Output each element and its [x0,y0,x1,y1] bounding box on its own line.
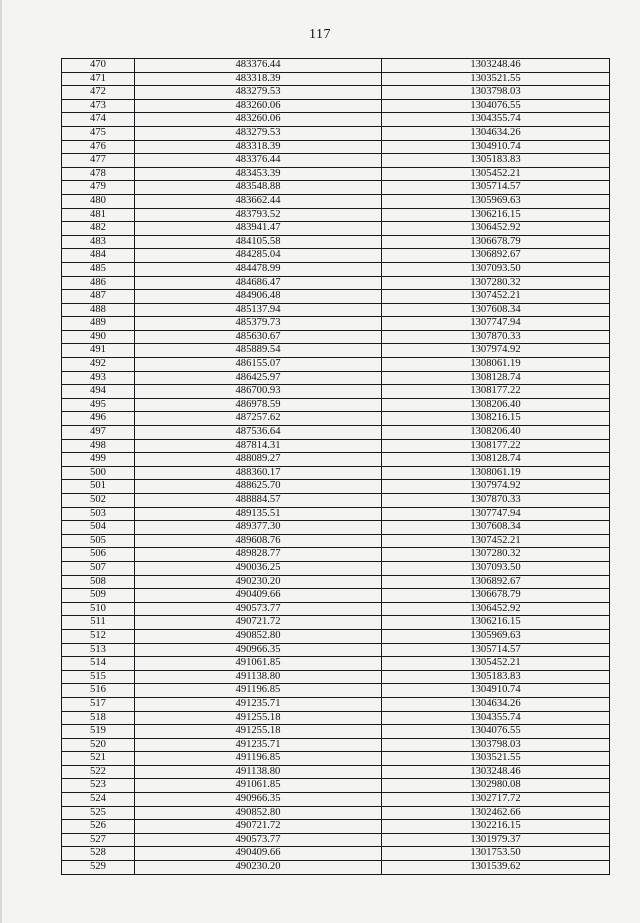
table-row [62,466,610,480]
x-coordinate-cell: 486700.93 [135,385,382,399]
point-number-cell: 490 [62,330,135,344]
y-coordinate-cell: 1304634.26 [382,697,610,711]
y-coordinate-cell: 1307870.33 [382,330,610,344]
y-coordinate-cell: 1302462.66 [382,806,610,820]
point-number-cell: 511 [62,616,135,630]
point-number-cell: 477 [62,154,135,168]
point-number-cell: 514 [62,657,135,671]
table-row [62,548,610,562]
point-number-cell: 525 [62,806,135,820]
table-row [62,847,610,861]
y-coordinate-cell: 1303521.55 [382,72,610,86]
table-row [62,140,610,154]
table-row [62,262,610,276]
point-number-cell: 494 [62,385,135,399]
table-row [62,670,610,684]
y-coordinate-cell: 1305183.83 [382,670,610,684]
x-coordinate-cell: 490721.72 [135,616,382,630]
table-row [62,657,610,671]
x-coordinate-cell: 484285.04 [135,249,382,263]
x-coordinate-cell: 483793.52 [135,208,382,222]
table-row [62,72,610,86]
x-coordinate-cell: 483279.53 [135,126,382,140]
table-row [62,629,610,643]
y-coordinate-cell: 1304355.74 [382,113,610,127]
y-coordinate-cell: 1306452.92 [382,602,610,616]
x-coordinate-cell: 489828.77 [135,548,382,562]
table-row [62,358,610,372]
point-number-cell: 489 [62,317,135,331]
y-coordinate-cell: 1307870.33 [382,494,610,508]
x-coordinate-cell: 483260.06 [135,113,382,127]
table-row [62,507,610,521]
y-coordinate-cell: 1304634.26 [382,126,610,140]
y-coordinate-cell: 1301753.50 [382,847,610,861]
x-coordinate-cell: 490852.80 [135,806,382,820]
table-row [62,249,610,263]
page-number: 117 [309,27,331,42]
table-row [62,426,610,440]
table-row [62,833,610,847]
y-coordinate-cell: 1302717.72 [382,793,610,807]
x-coordinate-cell: 491138.80 [135,765,382,779]
point-number-cell: 504 [62,521,135,535]
point-number-cell: 501 [62,480,135,494]
x-coordinate-cell: 488884.57 [135,494,382,508]
y-coordinate-cell: 1307093.50 [382,262,610,276]
point-number-cell: 475 [62,126,135,140]
y-coordinate-cell: 1305452.21 [382,167,610,181]
table-row [62,317,610,331]
x-coordinate-cell: 488089.27 [135,453,382,467]
x-coordinate-cell: 487257.62 [135,412,382,426]
point-number-cell: 496 [62,412,135,426]
point-number-cell: 499 [62,453,135,467]
y-coordinate-cell: 1306216.15 [382,208,610,222]
y-coordinate-cell: 1303521.55 [382,752,610,766]
table-row [62,208,610,222]
y-coordinate-cell: 1308177.22 [382,385,610,399]
point-number-cell: 487 [62,290,135,304]
table-row [62,561,610,575]
x-coordinate-cell: 483279.53 [135,86,382,100]
table-row [62,398,610,412]
point-number-cell: 483 [62,235,135,249]
table-row [62,235,610,249]
y-coordinate-cell: 1307974.92 [382,344,610,358]
y-coordinate-cell: 1304076.55 [382,99,610,113]
x-coordinate-cell: 483318.39 [135,72,382,86]
x-coordinate-cell: 490036.25 [135,561,382,575]
x-coordinate-cell: 485630.67 [135,330,382,344]
y-coordinate-cell: 1305183.83 [382,154,610,168]
table-row [62,765,610,779]
x-coordinate-cell: 490573.77 [135,602,382,616]
y-coordinate-cell: 1306892.67 [382,249,610,263]
x-coordinate-cell: 489377.30 [135,521,382,535]
y-coordinate-cell: 1301539.62 [382,861,610,875]
x-coordinate-cell: 488625.70 [135,480,382,494]
table-row [62,820,610,834]
point-number-cell: 482 [62,222,135,236]
table-row [62,181,610,195]
point-number-cell: 497 [62,426,135,440]
table-row [62,752,610,766]
point-number-cell: 523 [62,779,135,793]
x-coordinate-cell: 486978.59 [135,398,382,412]
point-number-cell: 472 [62,86,135,100]
x-coordinate-cell: 485137.94 [135,303,382,317]
table-row [62,371,610,385]
point-number-cell: 505 [62,534,135,548]
table-row [62,534,610,548]
x-coordinate-cell: 483662.44 [135,194,382,208]
point-number-cell: 479 [62,181,135,195]
scan-edge [0,0,2,923]
x-coordinate-cell: 484686.47 [135,276,382,290]
point-number-cell: 493 [62,371,135,385]
y-coordinate-cell: 1307747.94 [382,317,610,331]
point-number-cell: 480 [62,194,135,208]
table-row [62,154,610,168]
table-row [62,861,610,875]
x-coordinate-cell: 484478.99 [135,262,382,276]
table-row [62,99,610,113]
y-coordinate-cell: 1308061.19 [382,466,610,480]
y-coordinate-cell: 1304910.74 [382,140,610,154]
y-coordinate-cell: 1306678.79 [382,589,610,603]
table-row [62,494,610,508]
point-number-cell: 516 [62,684,135,698]
point-number-cell: 510 [62,602,135,616]
table-row [62,589,610,603]
table-row [62,303,610,317]
point-number-cell: 528 [62,847,135,861]
point-number-cell: 473 [62,99,135,113]
table-row [62,439,610,453]
table-row [62,521,610,535]
table-row [62,59,610,73]
x-coordinate-cell: 491061.85 [135,779,382,793]
y-coordinate-cell: 1305714.57 [382,181,610,195]
x-coordinate-cell: 486425.97 [135,371,382,385]
x-coordinate-cell: 490409.66 [135,847,382,861]
y-coordinate-cell: 1307608.34 [382,303,610,317]
x-coordinate-cell: 491196.85 [135,752,382,766]
y-coordinate-cell: 1305452.21 [382,657,610,671]
y-coordinate-cell: 1308128.74 [382,453,610,467]
point-number-cell: 474 [62,113,135,127]
point-number-cell: 517 [62,697,135,711]
x-coordinate-cell: 483260.06 [135,99,382,113]
table-row [62,480,610,494]
point-number-cell: 492 [62,358,135,372]
point-number-cell: 498 [62,439,135,453]
x-coordinate-cell: 491255.18 [135,725,382,739]
point-number-cell: 518 [62,711,135,725]
y-coordinate-cell: 1308061.19 [382,358,610,372]
point-number-cell: 509 [62,589,135,603]
table-row [62,779,610,793]
point-number-cell: 471 [62,72,135,86]
point-number-cell: 507 [62,561,135,575]
x-coordinate-cell: 489135.51 [135,507,382,521]
point-number-cell: 526 [62,820,135,834]
x-coordinate-cell: 490573.77 [135,833,382,847]
table-row [62,697,610,711]
y-coordinate-cell: 1308128.74 [382,371,610,385]
point-number-cell: 522 [62,765,135,779]
x-coordinate-cell: 491235.71 [135,697,382,711]
point-number-cell: 512 [62,629,135,643]
x-coordinate-cell: 483548.88 [135,181,382,195]
y-coordinate-cell: 1307747.94 [382,507,610,521]
point-number-cell: 486 [62,276,135,290]
point-number-cell: 527 [62,833,135,847]
point-number-cell: 484 [62,249,135,263]
table-row [62,290,610,304]
table-row [62,276,610,290]
x-coordinate-cell: 483376.44 [135,154,382,168]
point-number-cell: 478 [62,167,135,181]
x-coordinate-cell: 484906.48 [135,290,382,304]
x-coordinate-cell: 490966.35 [135,793,382,807]
x-coordinate-cell: 490230.20 [135,575,382,589]
y-coordinate-cell: 1301979.37 [382,833,610,847]
x-coordinate-cell: 490230.20 [135,861,382,875]
point-number-cell: 470 [62,59,135,73]
point-number-cell: 521 [62,752,135,766]
coordinates-table [61,58,610,875]
y-coordinate-cell: 1306216.15 [382,616,610,630]
table-row [62,602,610,616]
table-row [62,385,610,399]
y-coordinate-cell: 1304910.74 [382,684,610,698]
x-coordinate-cell: 491196.85 [135,684,382,698]
table-row [62,806,610,820]
y-coordinate-cell: 1303248.46 [382,59,610,73]
x-coordinate-cell: 490721.72 [135,820,382,834]
x-coordinate-cell: 488360.17 [135,466,382,480]
x-coordinate-cell: 483318.39 [135,140,382,154]
point-number-cell: 502 [62,494,135,508]
y-coordinate-cell: 1308216.15 [382,412,610,426]
point-number-cell: 481 [62,208,135,222]
table-row [62,194,610,208]
table-row [62,344,610,358]
y-coordinate-cell: 1307452.21 [382,290,610,304]
y-coordinate-cell: 1303798.03 [382,738,610,752]
point-number-cell: 488 [62,303,135,317]
x-coordinate-cell: 485379.73 [135,317,382,331]
y-coordinate-cell: 1308177.22 [382,439,610,453]
x-coordinate-cell: 486155.07 [135,358,382,372]
point-number-cell: 491 [62,344,135,358]
point-number-cell: 506 [62,548,135,562]
point-number-cell: 529 [62,861,135,875]
y-coordinate-cell: 1302216.15 [382,820,610,834]
y-coordinate-cell: 1307280.32 [382,548,610,562]
point-number-cell: 500 [62,466,135,480]
y-coordinate-cell: 1308206.40 [382,426,610,440]
x-coordinate-cell: 489608.76 [135,534,382,548]
y-coordinate-cell: 1307974.92 [382,480,610,494]
x-coordinate-cell: 491138.80 [135,670,382,684]
y-coordinate-cell: 1306892.67 [382,575,610,589]
table-row [62,711,610,725]
point-number-cell: 495 [62,398,135,412]
table-row [62,113,610,127]
coordinates-table-body [62,59,610,875]
x-coordinate-cell: 484105.58 [135,235,382,249]
table-row [62,453,610,467]
x-coordinate-cell: 491061.85 [135,657,382,671]
point-number-cell: 513 [62,643,135,657]
y-coordinate-cell: 1304076.55 [382,725,610,739]
table-row [62,222,610,236]
x-coordinate-cell: 490409.66 [135,589,382,603]
y-coordinate-cell: 1303248.46 [382,765,610,779]
table-row [62,616,610,630]
y-coordinate-cell: 1307280.32 [382,276,610,290]
x-coordinate-cell: 485889.54 [135,344,382,358]
y-coordinate-cell: 1302980.08 [382,779,610,793]
y-coordinate-cell: 1303798.03 [382,86,610,100]
point-number-cell: 524 [62,793,135,807]
table-row [62,86,610,100]
point-number-cell: 485 [62,262,135,276]
point-number-cell: 503 [62,507,135,521]
y-coordinate-cell: 1307093.50 [382,561,610,575]
point-number-cell: 520 [62,738,135,752]
y-coordinate-cell: 1308206.40 [382,398,610,412]
x-coordinate-cell: 483376.44 [135,59,382,73]
table-row [62,738,610,752]
y-coordinate-cell: 1307608.34 [382,521,610,535]
x-coordinate-cell: 490852.80 [135,629,382,643]
x-coordinate-cell: 491235.71 [135,738,382,752]
table-row [62,643,610,657]
table-row [62,793,610,807]
y-coordinate-cell: 1306678.79 [382,235,610,249]
point-number-cell: 515 [62,670,135,684]
x-coordinate-cell: 490966.35 [135,643,382,657]
table-row [62,330,610,344]
y-coordinate-cell: 1306452.92 [382,222,610,236]
table-row [62,575,610,589]
table-row [62,167,610,181]
table-row [62,412,610,426]
y-coordinate-cell: 1305714.57 [382,643,610,657]
y-coordinate-cell: 1304355.74 [382,711,610,725]
x-coordinate-cell: 487814.31 [135,439,382,453]
y-coordinate-cell: 1305969.63 [382,629,610,643]
y-coordinate-cell: 1307452.21 [382,534,610,548]
table-row [62,126,610,140]
x-coordinate-cell: 483941.47 [135,222,382,236]
y-coordinate-cell: 1305969.63 [382,194,610,208]
point-number-cell: 519 [62,725,135,739]
point-number-cell: 476 [62,140,135,154]
x-coordinate-cell: 483453.39 [135,167,382,181]
x-coordinate-cell: 487536.64 [135,426,382,440]
x-coordinate-cell: 491255.18 [135,711,382,725]
table-row [62,725,610,739]
point-number-cell: 508 [62,575,135,589]
table-row [62,684,610,698]
